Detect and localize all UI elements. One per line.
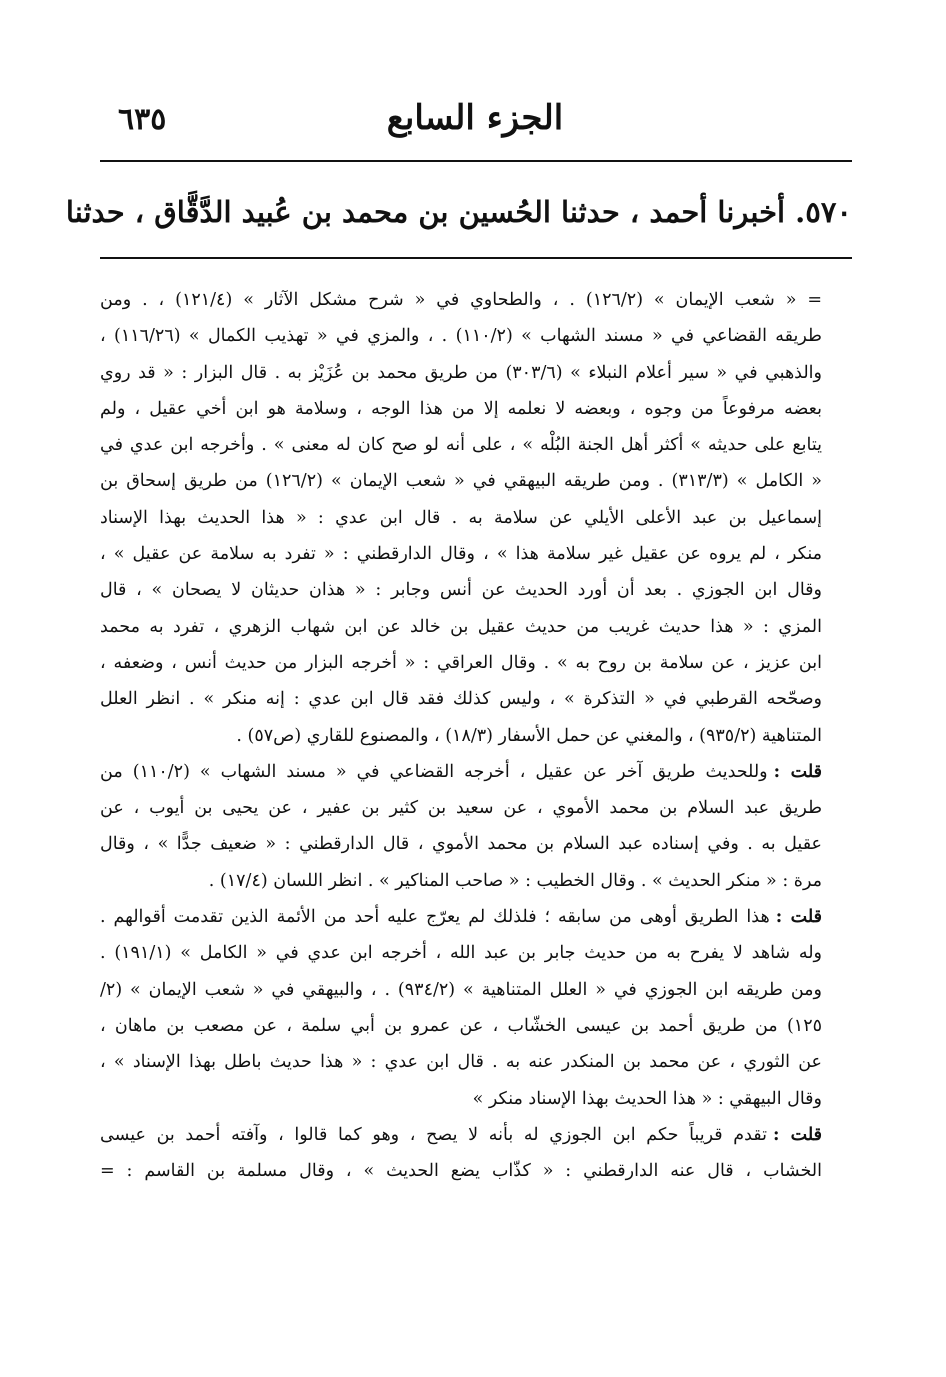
footnote-lead-word: قلت :: [775, 907, 822, 928]
footnote-line: [100, 282, 822, 318]
footnote-line-text: الخشاب ، قال عنه الدارقطني : « كذّاب يضع الحديث » ، وقال مسلمة بن القاسم : =: [100, 1161, 822, 1182]
footnote-line: [100, 500, 822, 536]
footnote-line: [100, 645, 822, 681]
header-rule: [100, 160, 852, 162]
footnotes: [100, 282, 822, 1189]
footnote-line: [100, 935, 822, 971]
footnote-line-text: ابن عزيز ، عن سلامة بن روح به » . وقال العراقي : « أخرجه البزار من حديث أنس ، وضعفه ،: [100, 652, 822, 673]
footnote-line: [100, 427, 822, 463]
footnote-line-text: طريقه القضاعي في « مسند الشهاب » (١١٠/٢) . ، والمزي في « تهذيب الكمال » (١١٦/٢٦) ،: [100, 326, 822, 347]
hadith-text: ٥٧٠. أخبرنا أحمد ، حدثنا الحُسين بن محمد بن عُبيد الدَّقَّاق ، حدثنا: [65, 195, 852, 229]
footnote-line: [100, 463, 822, 499]
footnote-line-text: وقال ابن الجوزي . بعد أن أورد الحديث عن أنس وجابر : « هذان حديثان لا يصحان » ، قال: [100, 580, 822, 601]
footnote-line-text: هذا الطريق أوهى من سابقه ؛ فلذلك لم يعرّج عليه أحد من الأئمة الذين تقدمت أقوالهم .: [100, 907, 770, 928]
footnote-lead-word: قلت :: [773, 761, 822, 782]
page-number: ٦٣٥: [118, 102, 167, 137]
footnote-line-text: عقيل به . وفي إسناده عبد السلام بن محمد الأموي ، قال الدارقطني : « ضعيف جدًّا » ، وقال: [100, 834, 822, 855]
footnote-line: [100, 718, 822, 754]
footnote-line: [100, 863, 822, 899]
footnote-line-text: تقدم قريباً حكم ابن الجوزي له بأنه لا يصح ، وهو كما قالوا ، وآفته أحمد بن عيسى: [100, 1124, 767, 1145]
footnote-line: [100, 754, 822, 790]
footnote-line-text: عن الثوري ، عن محمد بن المنكدر عنه به . قال ابن عدي : « هذا حديث باطل بهذا الإسناد » ،: [100, 1052, 822, 1073]
footnote-line: [100, 391, 822, 427]
footnote-line: [100, 972, 822, 1008]
footnote-separator: [100, 257, 852, 259]
footnote-line-text: بعضه مرفوعاً من وجوه ، وبعضه لا نعلمه إلا من هذا الوجه ، وسلامة هو ابن أخي عقيل ، ولم: [100, 398, 822, 419]
footnote-line: [100, 572, 822, 608]
footnote-line: [100, 1117, 822, 1153]
footnote-line: [100, 790, 822, 826]
footnote-line-text: وللحديث طريق آخر عن عقيل ، أخرجه القضاعي في « مسند الشهاب » (١١٠/٢) من: [100, 761, 768, 782]
footnote-line-text: منكر ، لم يروه عن عقيل غير سلامة هذا » ، وقال الدارقطني : « تفرد به سلامة عن عقيل » ،: [100, 544, 822, 565]
footnote-line: [100, 1008, 822, 1044]
footnote-line: [100, 1044, 822, 1080]
footnote-line-text: يتابع على حديثه » أكثر أهل الجنة البُلْه » ، على أنه لو صح كان له معنى » . وأخرجه ابن عدي في: [100, 435, 822, 456]
footnote-line-text: مرة : « منكر الحديث » . وقال الخطيب : « صاحب المناكير » . انظر اللسان (١٧/٤) .: [208, 870, 822, 891]
footnote-line-text: والذهبي في « سير أعلام النبلاء » (٣٠٣/٦) من طريق محمد بن عُزَيْز به . قال البزار : « قد روي: [100, 362, 822, 383]
footnote-line-text: المزي : « هذا حديث غريب من حديث عقيل بن خالد عن ابن شهاب الزهري ، تفرد به محمد: [100, 616, 822, 637]
footnote-line-text: ١٢٥) من طريق أحمد بن عيسى الخشّاب ، عن عمرو بن أبي سلمة ، عن مصعب بن ماهان ،: [100, 1015, 822, 1036]
footnote-line-text: وله شاهد لا يفرح به من حديث جابر بن عبد الله ، أخرجه ابن عدي في « الكامل » (١٩١/١) .: [100, 943, 822, 964]
footnote-line: [100, 609, 822, 645]
footnote-line: [100, 899, 822, 935]
footnote-line: [100, 681, 822, 717]
footnote-line-text: إسماعيل بن عبد الأعلى الأيلي عن سلامة به . قال ابن عدي : « هذا الحديث بهذا الإسناد: [100, 507, 822, 528]
footnote-line: [100, 1081, 822, 1117]
footnote-line-text: وقال البيهقي : « هذا الحديث بهذا الإسناد منكر »: [472, 1088, 822, 1109]
footnote-line-text: « الكامل » (٣١٣/٣) . ومن طريقه البيهقي في « شعب الإيمان » (١٢٦/٢) من طريق إسحاق بن: [100, 471, 822, 492]
footnote-line: [100, 1153, 822, 1189]
footnote-line: [100, 355, 822, 391]
running-head-title: الجزء السابع: [386, 98, 564, 138]
footnote-line: [100, 318, 822, 354]
footnote-line-text: وصحّحه القرطبي في « التذكرة » ، وليس كذلك فقد قال ابن عدي : إنه منكر » . انظر العلل: [100, 689, 822, 710]
footnote-lead-word: قلت :: [773, 1124, 822, 1145]
footnote-line: [100, 826, 822, 862]
footnote-line: [100, 536, 822, 572]
footnote-line-text: طريق عبد السلام بن محمد الأموي ، عن سعيد بن كثير بن عفير ، عن يحيى بن أيوب ، عن: [100, 798, 822, 819]
footnote-line-text: المتناهية (٩٣٥/٢) ، والمغني عن حمل الأسفار (١٨/٣) ، والمصنوع للقاري (ص٥٧) .: [236, 725, 822, 746]
footnote-line-text: = « شعب الإيمان » (١٢٦/٢) . ، والطحاوي في « شرح مشكل الآثار » (١٢١/٤) ، . ومن: [100, 290, 822, 310]
footnote-line-text: ومن طريقه ابن الجوزي في « العلل المتناهية » (٩٣٤/٢) . ، والبيهقي في « شعب الإيمان » (٢/: [100, 979, 822, 1000]
